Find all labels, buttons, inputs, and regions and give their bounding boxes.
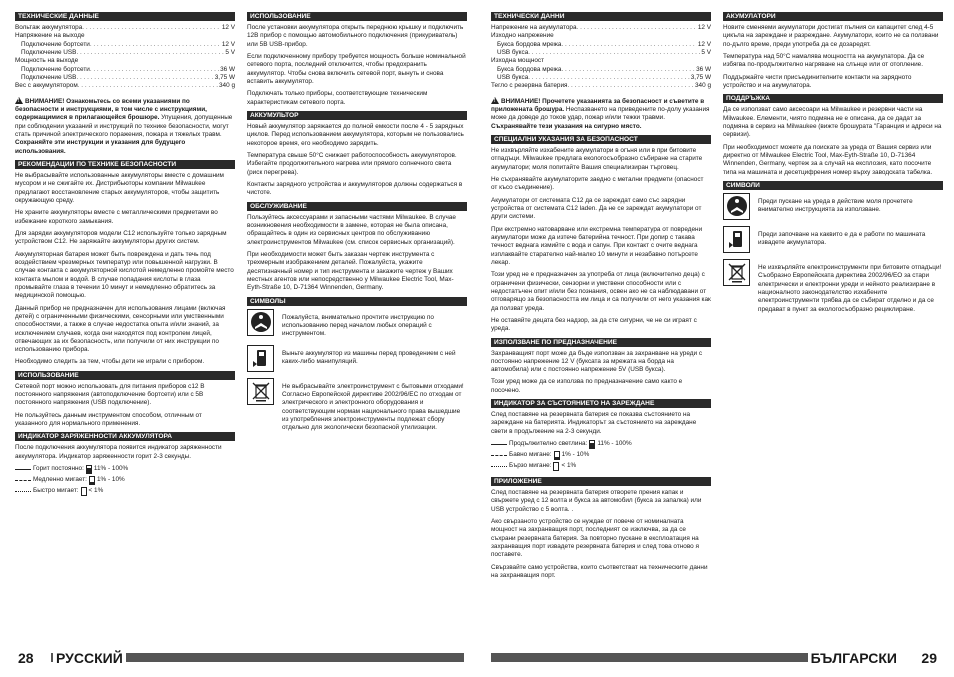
wheelie-bin-icon (247, 378, 274, 405)
led-line (491, 455, 507, 456)
language-label: БЪЛГАРСКИ (808, 650, 900, 666)
spec-dots (90, 41, 221, 49)
spec-row (15, 82, 235, 90)
spec-dots (561, 41, 696, 49)
symbol-item (247, 345, 467, 372)
spec-label: Мощность на выходе (15, 57, 79, 65)
paragraph: Температура свыше 50°C снижает работоспособность аккумуляторов. Избегайте продолжительного нагрева или прямого солнечного света (риск перегрева). (247, 151, 457, 176)
spec-value: 36 W (696, 65, 711, 73)
charge-level-label: Медленно мигает: (33, 476, 87, 484)
battery-fill (590, 443, 594, 449)
spec-label: Напрежение на акумулатора (491, 24, 577, 31)
charge-level-value: < 1% (88, 487, 104, 495)
bg-use-text (491, 350, 711, 396)
wheelie-bin-icon (723, 259, 750, 286)
spec-value: 36 W (220, 65, 235, 73)
paragraph: Не съхранявайте акумулаторите заедно с метални предмети (опасност от късо съединение). (491, 175, 704, 192)
ru-symbols-title: СИМВОЛЫ (247, 297, 467, 306)
spec-dots (90, 66, 219, 74)
paragraph: След поставяне на резервната батерия отворете прения капак и свържете уред с 12 волта и букса за автомобил (букса за запалка) или USB устройство с 5 волта. . (491, 489, 702, 513)
ru-tech-title: ТЕХНИЧЕСКИЕ ДАННЫЕ (15, 12, 235, 21)
page-number: 29 (918, 650, 940, 666)
paragraph: Сетевой порт можно использовать для питания приборов c12 В постоянного напряжения (автоподключение бортсети) или с 5В постоянного напряжения (USB подключение). (15, 382, 205, 407)
symbol-item (247, 309, 467, 339)
charge-level-label: Бързо мигане: (509, 462, 552, 470)
paragraph: Акумулатори от системата C12 да се зареждат само със зарядни устройства от системата C12 laden. Да не се зареждат акумулатори от други системи. (491, 196, 702, 221)
battery-icon (553, 462, 559, 471)
spec-value: 12 V (221, 40, 235, 48)
spec-dots (76, 49, 224, 57)
bg-battery-text (723, 24, 943, 90)
charge-level-label: Бавно мигане: (509, 451, 552, 459)
spec-label: USB букса (497, 73, 529, 81)
bg-application-text (491, 489, 711, 580)
read-manual-icon (247, 309, 274, 336)
spec-label: Тегло с резервна батерия (491, 82, 568, 90)
read-manual-icon (723, 193, 750, 220)
paragraph: Не храните аккумуляторы вместе с металлическими предметами во избежание короткого замыкания. (15, 209, 218, 225)
ru-use-title: ИСПОЛЬЗОВАНИЕ (15, 371, 235, 380)
bg-application-title: ПРИЛОЖЕНИЕ (491, 477, 711, 486)
bg-charge-title: ИНДИКАТОР ЗА СЪСТОЯНИЕТО НА ЗАРЕЖДАНЕ (491, 399, 711, 408)
spec-value: 3,75 W (214, 73, 235, 81)
led-line (491, 444, 507, 445)
spec-row (491, 41, 711, 49)
spec-label: Вес с аккумулятором (15, 82, 78, 90)
paragraph: При необходимости может быть заказан чертеж инструмента с трехмерным изображением деталей. Пожалуйста, укажите десятизначный номер и тип инструмента и закажите чертеж у Ваших местных агентов или непосредственно у Milwaukee Electric Tool, Max-Eyth-Straße 10, D-71364 Winnenden, Germany. (247, 250, 454, 292)
paragraph: Пользуйтесь аксессуарами и запасными частями Milwaukee. В случае возникновения необходимости в замене, которая не была описана, обращайтесь в один из сервисных центров по обслуживанию электроинструментов Milwaukee (см. список сервисных организаций). (247, 213, 456, 246)
symbol-text: Не выбрасывайте электроинструмент с бытовыми отходами! Согласно Европейской директиве 2002/96/EC по отходам от электрического и электронного оборудования и соответствующим нормам национального права вышедшие из употребления электроинструменты подлежат сбору отдельно для экологически безопасной утилизации. (282, 382, 464, 432)
spec-label: Подключение бортсети (21, 65, 90, 73)
paragraph: Този уред не е предназначен за употреба от лица (включително деца) с ограничени физически, сензорни и умствени способности или с недостатъчен опит и/или без познания, освен ако не са наблюдавани от отговарящо за безопасността им лица и са получили от него указания как да ползват уреда. (491, 271, 711, 312)
symbol-item (723, 193, 943, 220)
spec-label: USB букса (497, 48, 529, 56)
spec-row (491, 66, 711, 74)
spec-value: 5 V (701, 48, 711, 56)
spec-row (15, 41, 235, 49)
charge-level-row (491, 462, 711, 471)
spec-row (15, 74, 235, 82)
paragraph: Не оставяйте децата без надзор, за да сте сигурни, че не си играят с уреда. (491, 316, 697, 333)
spec-value: 12 V (221, 24, 235, 31)
ru-symbols-list (247, 309, 467, 433)
spec-value: 3,75 W (690, 73, 711, 81)
symbol-text: Пожалуйста, внимательно прочтите инструкцию по использованию перед началом любых операций с инструментом. (282, 313, 434, 338)
led-line (491, 466, 507, 467)
led-line (15, 480, 31, 481)
paragraph: Да се използват само аксесоари на Milwaukee и резервни части на Milwaukee. Елементи, чиято подмяна не е описана, да се дадат за подмяна в сервиз на Milwaukee (вижте брошурата "Гаранция и адреси на сервизи). (723, 106, 942, 139)
paragraph: После установки аккумулятора открыть переднюю крышку и подключить 12В прибор с помощью автомобильного подключения (прикуриватель) или 5В USB-прибор. (247, 24, 464, 48)
symbol-text: Преди пускане на уреда в действие моля прочетете внимателно инструкцията за използване. (758, 197, 913, 214)
paragraph: Свързвайте само устройства, които съответстват на техническите данни на захранващия порт. (491, 563, 708, 580)
bg-column-2 (723, 12, 943, 320)
warning-icon (491, 97, 499, 104)
spec-row (15, 49, 235, 57)
spec-value: 340 g (695, 82, 711, 90)
spec-row (491, 32, 711, 40)
bg-symbols-list (723, 193, 943, 314)
charge-level-label: Продължително светлина: (509, 440, 588, 448)
battery-icon (86, 465, 92, 474)
paragraph: При екстремно натоварване или екстремна температура от повредени акумулатори може да изтече батерийна течност. При допир с такава течност веднага измийте с вода и сапун. При контакт с очите веднага изплаквайте старателно най-малко 10 минути и незабавно потърсете лекар. (491, 225, 703, 266)
charge-level-row (15, 487, 235, 496)
battery-fill (87, 468, 91, 474)
spec-label: Подключение бортсети (21, 40, 90, 48)
paragraph: Подключать только приборы, соответствующие техническим характеристикам сетевого порта. (247, 90, 428, 106)
symbol-text: Преди започване на каквито е да е работи по машината извадете акумулатора. (758, 230, 926, 247)
battery-icon (89, 476, 95, 485)
paragraph: Если подключенному прибору требуется мощность больше номинальной сетевого порта, последний отключится, чтобы предохранить аккумулятор. Чтобы снова включить сетевой порт, вынуть и снова вставить аккумулятор. (247, 52, 466, 85)
ru-usage-text (247, 24, 467, 107)
spec-value: 12 V (697, 40, 711, 48)
ru-usage-title: ИСПОЛЬЗОВАНИЕ (247, 12, 467, 21)
paragraph: Този уред може да се използва по предназначение само както е посочено. (491, 378, 683, 394)
ru-footer (15, 650, 464, 666)
spec-dots (577, 24, 697, 32)
paragraph: Новите сменяеми акумулатори достигат пълния си капацитет след 4-5 цикъла на зареждане и разреждане. Акумулатори, които не са ползвани по-дълго време, преди употреба да се дозаредят. (723, 24, 939, 48)
page-number: 28 (15, 650, 37, 666)
led-line (15, 491, 31, 492)
spec-dots (561, 66, 695, 74)
ru-warning: !ВНИМАНИЕ! Ознакомьтесь со всеми указаниями по безопасности и инструкциями, в том числе с инструкциями, содержащимися в прилагающейся брошюре. Упущения, допущенные при соблюдении указаний и инструкций по технике безопасности, могут стать причиной электрического поражения, пожара и тяжелых травм. Сохраняйте эти инструкции и указания для будущего использования. (15, 97, 235, 156)
ru-column-2 (247, 12, 467, 438)
ru-charge-legend (15, 465, 235, 496)
bg-tech-table (491, 24, 711, 91)
charge-level-value: 11% - 100% (93, 465, 129, 473)
warning-icon (15, 97, 23, 104)
bg-column-1 (491, 12, 711, 584)
charge-level-value: < 1% (561, 462, 577, 470)
spec-row (491, 49, 711, 57)
paragraph: Новый аккумулятор заряжается до полной емкости после 4 - 5 зарядных циклов. Перед использованием аккумулятора, которым не пользовались некоторое время, его необходимо зарядить. (247, 122, 464, 147)
bg-symbols-title: СИМВОЛИ (723, 181, 943, 190)
ru-use-text (15, 383, 235, 429)
bg-charge-intro: След поставяне на резервната батерия се показва състоянието на зареждане на батерията. Индикаторът за състоянието на зареждане свети в продължение на 2-3 секунди. (491, 411, 697, 435)
bg-battery-title: АКУМУЛАТОРИ (723, 12, 943, 21)
spec-label: Подключение USB (21, 48, 77, 56)
spec-label: Изходна мощност (491, 57, 545, 65)
symbol-text: Не изхвърляйте електроинструменти при битовите отпадъци! Съобразно Европейската директива 2002/96/EO за стари електрически и електронни уреди и нейното реализиране в националното законодателство изхабените електроинструменти трябва да се събират отделно и да се предават в пункт за екологосъобразно рециклиране. (758, 263, 942, 313)
bg-safety-text (491, 147, 711, 334)
spec-dots (528, 49, 700, 57)
spec-row (491, 24, 711, 32)
spec-label: Напряжение на выходе (15, 32, 85, 40)
charge-level-value: 11% - 100% (597, 440, 632, 448)
spec-row (15, 66, 235, 74)
symbol-text: Выньте аккумулятор из машины перед проведением с ней каких-либо манипуляций. (282, 349, 456, 365)
ru-safety-text (15, 172, 235, 367)
bg-service-title: ПОДДРЪЖКА (723, 94, 943, 103)
paragraph: Не пользуйтесь данным инструментом способом, отличным от указанного для нормального применения. (15, 411, 202, 428)
bg-service-text (723, 106, 943, 177)
ru-charge-title: ИНДИКАТОР ЗАРЯЖЕННОСТИ АККУМУЛЯТОРА (15, 432, 235, 441)
paragraph: Не изхвърляйте изхабените акумулатори в огъня или в при битовите отпадъци. Milwaukee предлага екологосъобразно събиране на старите акумулатори; моля попитайте Вашия специализиран търговец. (491, 146, 703, 171)
remove-battery-icon (247, 345, 274, 372)
spec-label: Изходно напрежение (491, 32, 554, 40)
paragraph: При необходимост можете да поискате за уреда от Вашия сервиз или директно от Milwaukee Electric Tool, Max-Eyth-Straße 10, D-71364 Winnenden, Germany, чертеж за а случай на експлозия, като посочите типа на машината и десетцифрения номер върху заводската табелка. (723, 143, 933, 176)
bg-safety-title: СПЕЦИАЛНИ УКАЗАНИЯ ЗА БЕЗОПАСНОСТ (491, 135, 711, 144)
spec-label: Букса бордова мрежа (497, 65, 562, 73)
paragraph: Захранващият порт може да бъде използван за захранване на уреди с постоянно напрежение 12 V (буксата за мрежата на борда на автомобила) или с постоянно напрежение 5V (USB букса). (491, 349, 703, 374)
remove-battery-icon (723, 226, 750, 253)
charge-level-value: 1% - 10% (561, 451, 590, 459)
ru-safety-title: РЕКОМЕНДАЦИИ ПО ТЕХНИКЕ БЕЗОПАСНОСТИ (15, 160, 235, 169)
language-label: РУССКИЙ (53, 650, 126, 666)
spec-row (15, 32, 235, 40)
battery-icon (81, 487, 87, 496)
symbol-item (247, 378, 467, 433)
charge-level-row (15, 465, 235, 474)
bg-warning: !ВНИМАНИЕ! Прочетете указанията за безопасност и съветите в приложената брошура. Неспазването на приведените по-долу указания може да доведе до токов удар, пожар и/или тежки травми. Съхранявайте тези указания на сигурно място. (491, 97, 711, 131)
paragraph: Контакты зарядного устройства и аккумуляторов должны содержаться в чистоте. (247, 180, 463, 197)
charge-level-row (491, 451, 711, 460)
spec-dots (82, 24, 221, 32)
spec-dots (78, 82, 218, 90)
paragraph: Температура над 50°C намалява мощността на акумулатора. Да се избягва по-продължително нагряване на слънце или от отопление. (723, 52, 925, 69)
spec-dots (528, 74, 690, 82)
bg-use-title: ИЗПОЛЗВАНЕ ПО ПРЕДНАЗНАЧЕНИЕ (491, 338, 711, 347)
bg-footer (491, 650, 940, 666)
ru-tech-table (15, 24, 235, 91)
ru-charge-intro: После подключения аккумулятора появится индикатор заряженности аккумулятора. Индикатор заряженности горит 2-3 секунды. (15, 444, 222, 460)
charge-level-row (491, 440, 711, 449)
battery-icon (589, 440, 595, 449)
spec-dots (76, 74, 213, 82)
charge-level-value: 1% - 10% (96, 476, 125, 484)
spec-dots (568, 82, 695, 90)
symbol-item (723, 226, 943, 253)
spec-row (15, 57, 235, 65)
paragraph: Необходимо следить за тем, чтобы дети не играли с прибором. (15, 358, 205, 366)
symbol-item (723, 259, 943, 314)
paragraph: Поддържайте чисти присъединителните контакти на зарядното устройство и на акумулатора. (723, 73, 912, 89)
paragraph: Аккумуляторная батарея может быть повреждена и дать течь под воздействием чрезмерных температур или повышенной нагрузки. В случае контакта с аккумуляторной кислотой немедленно промойте место контакта мылом и водой. В случае попадания кислоты в глаза промывайте глаза в течении 10 минут и немедленно обратитесь за медицинской помощью. (15, 250, 234, 300)
charge-level-label: Горит постоянно: (33, 465, 84, 473)
bg-tech-title: ТЕХНИЧЕСКИ ДАННИ (491, 12, 711, 21)
spec-label: Подключение USB (21, 73, 77, 81)
paragraph: Не выбрасывайте использованные аккумуляторы вместе с домашним мусором и не сжигайте их. Дистрибьюторы компании Milwaukee предлагают восстановление старых аккумуляторов, чтобы защитить окружающую среду. (15, 171, 224, 204)
bg-charge-legend (491, 440, 711, 471)
paragraph: Данный прибор не предназначен для использования лицами (включая детей) с ограниченными физическими, сенсорными или умственными способностями, а также в случае недостатка опыта и/или знаний, за исключением случаев, когда они находятся под контролем лицей, отвечающих за их безопасность, или получили от них инструкции по использованию прибора. (15, 304, 226, 354)
spec-row (491, 74, 711, 82)
ru-column-1 (15, 12, 235, 502)
ru-service-text (247, 214, 467, 293)
spec-value: 12 V (697, 24, 711, 31)
spec-label: Вольтаж аккумулятора (15, 24, 83, 31)
ru-battery-text (247, 123, 467, 198)
spec-value: 5 V (225, 48, 235, 56)
paragraph: Ако свързаното устройство се нуждае от повече от номиналната мощност на захранващия порт, последният се изключва, за да се съхрани резервната батерия. За повторно пускане в експлоатация на захранващия порт извадете резервната батерия и след това отново я поставете. (491, 518, 699, 559)
spec-label: Букса бордова мрежа (497, 40, 562, 48)
spec-row (15, 24, 235, 32)
spec-value: 340 g (219, 82, 235, 90)
spec-row (491, 82, 711, 90)
spec-row (491, 57, 711, 65)
ru-service-title: ОБСЛУЖИВАНИЕ (247, 202, 467, 211)
battery-fill (555, 457, 559, 459)
paragraph: Для зарядки аккумуляторов модели C12 используйте только зарядным устройством C12. Не заряжайте аккумуляторы других систем. (15, 229, 227, 246)
charge-level-row (15, 476, 235, 485)
charge-level-label: Быстро мигает: (33, 487, 79, 495)
battery-fill (90, 482, 94, 484)
led-line (15, 469, 31, 470)
battery-icon (554, 451, 560, 460)
ru-battery-title: АККУМУЛЬТОР (247, 111, 467, 120)
